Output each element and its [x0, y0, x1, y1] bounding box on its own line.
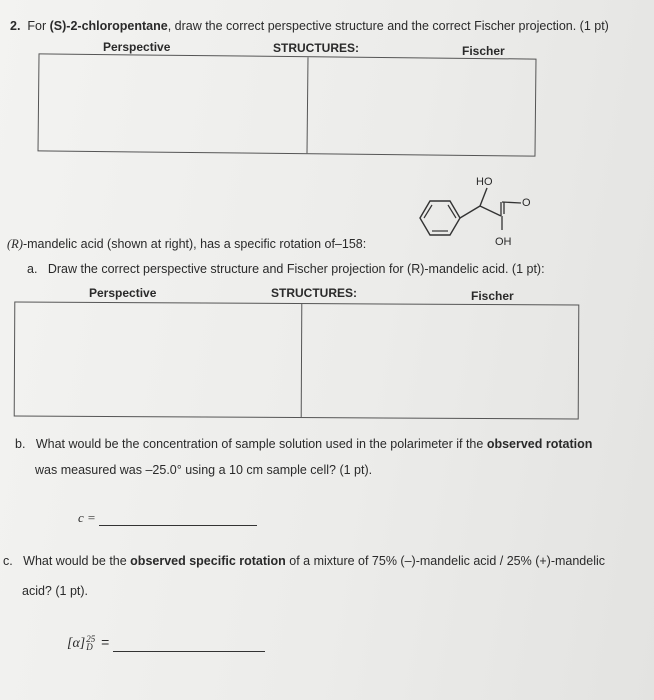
question-b-bold: observed rotation — [486, 437, 593, 451]
q2-structure-box[interactable] — [38, 53, 537, 156]
question-c-bold: observed specific rotation — [130, 554, 286, 568]
benzene-ring — [420, 201, 460, 235]
qa-header-perspective: Perspective — [89, 286, 157, 300]
question-a-letter: a. — [27, 262, 38, 276]
question-b-text — [15, 437, 592, 451]
intro-r-label: (R) — [7, 237, 23, 251]
q2-header-perspective: Perspective — [103, 40, 171, 54]
carbonyl-to-o-bond — [502, 202, 521, 203]
question-c-text — [3, 554, 605, 568]
alpha-symbol: [α] — [67, 636, 86, 651]
alpha-to-carboxyl-bond — [480, 206, 501, 216]
question-2-compound: (S)-2-chloropentane — [49, 19, 168, 33]
alpha-wavelength: D — [86, 642, 93, 653]
molecule-ho-label: HO — [476, 176, 493, 188]
question-c-end: of a mixture of 75% (–)-mandelic acid / 25% (+)-mandelic — [285, 554, 606, 568]
alpha-equals: = — [101, 634, 110, 650]
mandelic-intro-text — [7, 237, 366, 252]
qa-box-divider — [301, 304, 303, 417]
molecule-o-label: O — [522, 197, 531, 209]
question-c-line2: acid? (1 pt). — [22, 584, 89, 598]
concentration-answer — [78, 510, 257, 526]
question-b-start: What would be the concentration of sample solution used in the polarimeter if the — [35, 437, 487, 451]
molecule-oh-label: OH — [495, 236, 512, 248]
concentration-answer-line[interactable] — [99, 511, 257, 526]
q2-box-divider — [306, 57, 308, 153]
question-b-line2: was measured was –25.0° using a 10 cm sample cell? (1 pt). — [35, 463, 373, 477]
concentration-label: c = — [78, 510, 96, 525]
ring-to-alpha-bond — [460, 206, 480, 218]
question-2-rest: , draw the correct perspective structure and the correct Fischer projection. (1 pt) — [167, 19, 609, 33]
q2-header-structures: STRUCTURES: — [273, 41, 359, 55]
question-2-number: 2. — [10, 19, 21, 33]
question-2-text — [10, 19, 609, 33]
question-c-letter: c. — [3, 554, 13, 568]
qa-structure-box[interactable] — [14, 302, 580, 420]
qa-header-fischer: Fischer — [471, 289, 514, 303]
specific-rotation-answer — [67, 634, 265, 652]
question-a-body: Draw the correct perspective structure and Fischer projection for (R)-mandelic acid. (1 pt): — [47, 262, 545, 276]
qa-header-structures: STRUCTURES: — [271, 286, 357, 300]
question-c-start: What would be the — [23, 554, 131, 568]
question-2-prefix: For — [27, 19, 50, 33]
alpha-to-ho-bond — [480, 188, 487, 206]
specific-rotation-answer-line[interactable] — [113, 637, 265, 652]
q2-header-fischer: Fischer — [462, 44, 505, 58]
alpha-temperature: 25 — [86, 634, 96, 645]
intro-rest: -mandelic acid (shown at right), has a specific rotation of–158: — [22, 237, 367, 251]
question-a-text — [27, 262, 545, 276]
question-b-letter: b. — [15, 437, 26, 451]
